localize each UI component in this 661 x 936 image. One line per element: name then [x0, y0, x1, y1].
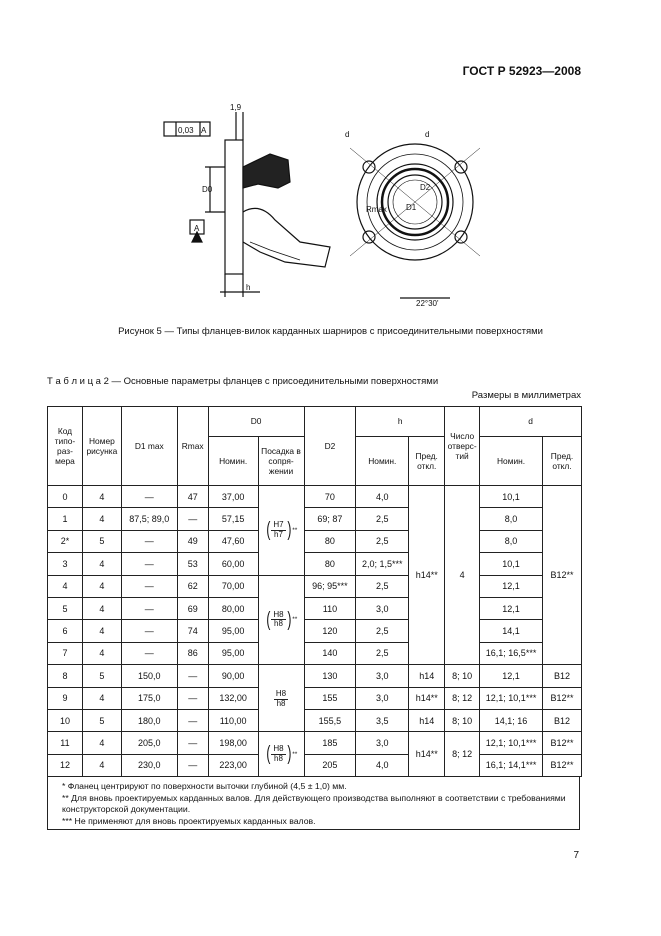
flange-drawing: [150, 92, 480, 312]
col-d2: D2: [304, 407, 356, 486]
table-row: 9 4 175,0 — 132,00 155 3,0 h14** 8; 12 12,1; 10,1*** B12**: [48, 687, 582, 709]
fit-cell: ( $\frac{H8}{h8}$ ) **: [258, 575, 304, 665]
svg-text:22°30': 22°30': [416, 299, 439, 308]
svg-text:0,03: 0,03: [178, 126, 194, 135]
fit-cell: ( $\frac{H8}{h8}$ ) **: [258, 732, 304, 777]
col-h-tol: Пред. откл.: [409, 437, 445, 486]
table-row: 11 4 205,0 — 198,00 ( $\frac{H8}{h8}$ ) ** 185 3,0 h14** 8; 12 12,1; 10,1*** B12**: [48, 732, 582, 754]
table-row: 7 4 — 86 95,00 140 2,5 16,1; 16,5***: [48, 642, 582, 664]
page-number: 7: [573, 850, 579, 861]
svg-text:D1: D1: [406, 203, 417, 212]
col-d: d: [480, 407, 582, 437]
svg-text:D0: D0: [202, 185, 213, 194]
table-row: 1 4 87,5; 89,0 — 57,15 69; 87 2,5 8,0: [48, 508, 582, 530]
col-d0-fit: Посадка в сопря-жении: [258, 437, 304, 486]
svg-text:d: d: [345, 130, 350, 139]
svg-text:D2: D2: [420, 183, 431, 192]
document-id: ГОСТ Р 52923—2008: [462, 64, 581, 78]
col-d1max: D1 max: [121, 407, 177, 486]
fit-cell: ( $\frac{H7}{h7}$ ) **: [258, 486, 304, 576]
svg-text:A: A: [201, 126, 207, 135]
table-row: 6 4 — 74 95,00 120 2,5 14,1: [48, 620, 582, 642]
figure-caption: Рисунок 5 — Типы фланцев-вилок карданных шарниров с присоединительными поверхностями: [118, 326, 543, 337]
flange-parameters-table: [47, 406, 582, 777]
col-rmax: Rmax: [177, 407, 208, 486]
svg-text:d: d: [425, 130, 430, 139]
table-row: 10 5 180,0 — 110,00 155,5 3,5 h14 8; 10 14,1; 16 B12: [48, 709, 582, 731]
table-row: 4 4 — 62 70,00 ( $\frac{H8}{h8}$ ) ** 96; 95*** 2,5 12,1: [48, 575, 582, 597]
table-row: 3 4 — 53 60,00 80 2,0; 1,5*** 10,1: [48, 553, 582, 575]
col-code: Код типо-раз-мера: [48, 407, 83, 486]
col-d0: D0: [208, 407, 304, 437]
col-holes: Число отверс-тий: [445, 407, 480, 486]
col-d0-nom: Номин.: [208, 437, 258, 486]
svg-text:1,9: 1,9: [230, 103, 242, 112]
col-d-nom: Номин.: [480, 437, 543, 486]
fit-cell: $\frac{H8}{h8}$: [258, 665, 304, 732]
table-footnotes: [47, 776, 580, 830]
footnote: * Фланец центрируют по поверхности выточки глубиной (4,5 ± 1,0) мм.: [62, 781, 347, 791]
col-figure: Номер рисунка: [82, 407, 121, 486]
table-row: 12 4 230,0 — 223,00 205 4,0 16,1; 14,1*** B12**: [48, 754, 582, 776]
svg-text:A: A: [194, 224, 200, 233]
table-row: 8 5 150,0 — 90,00 $\frac{H8}{h8}$ 130 3,0 h14 8; 10 12,1 B12: [48, 665, 582, 687]
table-units: Размеры в миллиметрах: [471, 390, 581, 401]
col-d-tol: Пред. откл.: [542, 437, 581, 486]
table-title: Т а б л и ц а 2 — Основные параметры фланцев с присоединительными поверхностями: [47, 376, 439, 387]
col-h-nom: Номин.: [356, 437, 409, 486]
table-row: 0 4 — 47 37,00 ( $\frac{H7}{h7}$ ) ** 70 4,0 h14** 4 10,1 B12**: [48, 486, 582, 508]
svg-text:Rmax: Rmax: [366, 205, 387, 214]
svg-text:h: h: [246, 283, 251, 292]
col-h: h: [356, 407, 445, 437]
footnote: *** Не применяют для вновь проектируемых карданных валов.: [62, 816, 316, 827]
table-row: 2* 5 — 49 47,60 80 2,5 8,0: [48, 530, 582, 552]
table-row: 5 4 — 69 80,00 110 3,0 12,1: [48, 597, 582, 619]
footnote: ** Для вновь проектируемых карданных валов. Для действующего производства выполняют в соответствии с требованиями конструкторской документации.: [62, 792, 566, 815]
